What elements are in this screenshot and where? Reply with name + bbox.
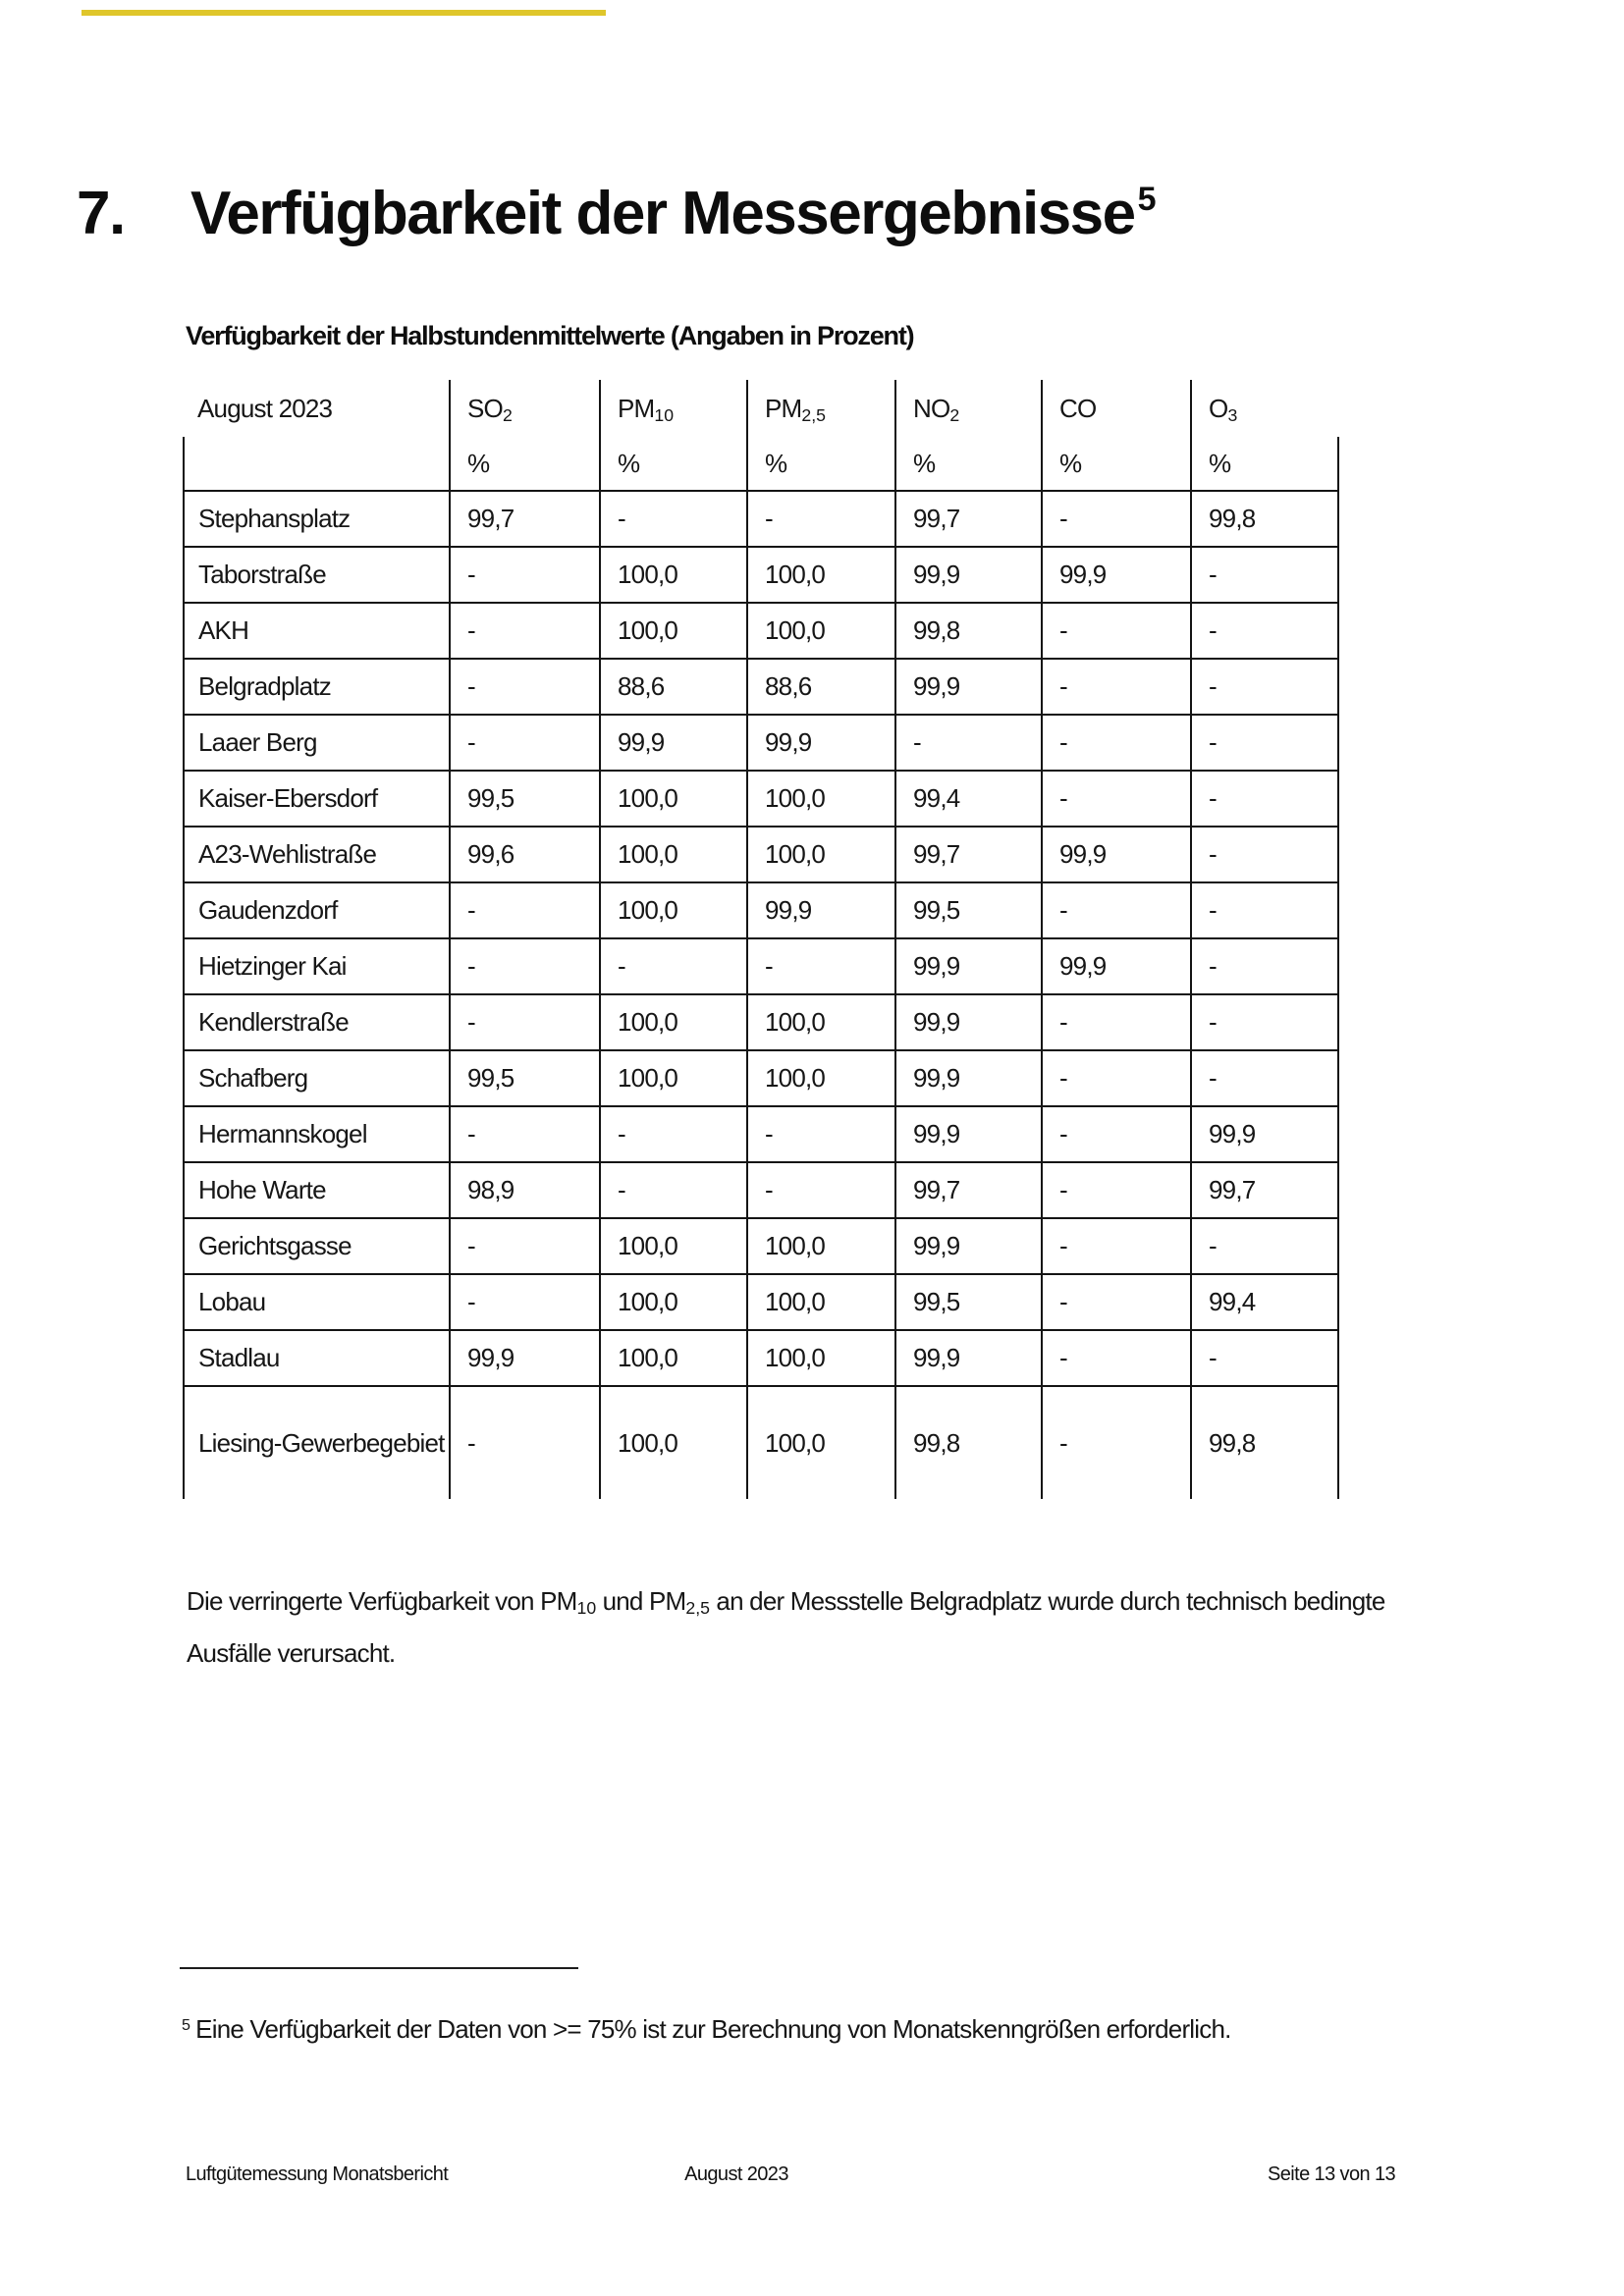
value-cell: 100,0: [747, 547, 895, 603]
value-cell: -: [1191, 771, 1338, 827]
station-cell: Gaudenzdorf: [184, 882, 450, 938]
value-cell: 99,4: [895, 771, 1042, 827]
value-cell: -: [1191, 1330, 1338, 1386]
value-cell: 99,9: [1042, 938, 1191, 994]
value-cell: -: [600, 938, 747, 994]
table-header-pollutant: NO2: [895, 380, 1042, 437]
value-cell: 100,0: [600, 1386, 747, 1499]
value-cell: 98,9: [450, 1162, 600, 1218]
value-cell: 100,0: [747, 771, 895, 827]
subscript: 2,5: [801, 404, 826, 425]
value-cell: 99,9: [895, 1330, 1042, 1386]
value-cell: 99,9: [450, 1330, 600, 1386]
table-header-pollutant: PM10: [600, 380, 747, 437]
value-cell: -: [1042, 1106, 1191, 1162]
value-cell: -: [747, 491, 895, 547]
value-cell: 99,9: [747, 715, 895, 771]
value-cell: 99,9: [600, 715, 747, 771]
value-cell: -: [1042, 1050, 1191, 1106]
value-cell: 100,0: [747, 1386, 895, 1499]
value-cell: -: [1191, 1050, 1338, 1106]
value-cell: -: [1191, 1218, 1338, 1274]
value-cell: -: [1042, 1162, 1191, 1218]
value-cell: -: [1042, 771, 1191, 827]
table-row: [184, 994, 1338, 1050]
table-row: [184, 1050, 1338, 1106]
value-cell: -: [1191, 547, 1338, 603]
section-title-text: Verfügbarkeit der Messergebnisse: [190, 180, 1135, 247]
value-cell: -: [600, 491, 747, 547]
value-cell: -: [450, 1386, 600, 1499]
station-cell: Taborstraße: [184, 547, 450, 603]
station-cell: Laaer Berg: [184, 715, 450, 771]
table-row: [184, 1218, 1338, 1274]
value-cell: -: [1042, 882, 1191, 938]
value-cell: -: [450, 882, 600, 938]
value-cell: -: [895, 715, 1042, 771]
footer-page-number: Seite 13 von 13: [1268, 2163, 1395, 2185]
value-cell: 99,9: [1042, 547, 1191, 603]
value-cell: -: [450, 1274, 600, 1330]
table-row: [184, 882, 1338, 938]
value-cell: 100,0: [600, 547, 747, 603]
value-cell: 99,7: [895, 827, 1042, 882]
value-cell: 100,0: [747, 1330, 895, 1386]
value-cell: 99,9: [895, 659, 1042, 715]
table-row: [184, 547, 1338, 603]
value-cell: 99,5: [450, 771, 600, 827]
subscript: 3: [1227, 404, 1238, 425]
value-cell: 99,9: [895, 938, 1042, 994]
station-cell: Hietzinger Kai: [184, 938, 450, 994]
value-cell: 100,0: [600, 771, 747, 827]
station-cell: Kaiser-Ebersdorf: [184, 771, 450, 827]
value-cell: 100,0: [600, 994, 747, 1050]
station-cell: Stadlau: [184, 1330, 450, 1386]
value-cell: 100,0: [600, 827, 747, 882]
table-row: [184, 715, 1338, 771]
section-number: 7.: [77, 180, 125, 247]
subscript: 10: [576, 1598, 597, 1619]
value-cell: 99,7: [895, 491, 1042, 547]
availability-table: [183, 380, 1339, 1499]
value-cell: 99,9: [1042, 827, 1191, 882]
value-cell: -: [1042, 1386, 1191, 1499]
value-cell: 99,9: [895, 547, 1042, 603]
table-row: [184, 659, 1338, 715]
footer-period: August 2023: [684, 2163, 788, 2185]
value-cell: 100,0: [600, 882, 747, 938]
table-row: [184, 1274, 1338, 1330]
table-header-pollutant: CO: [1042, 380, 1191, 437]
value-cell: -: [1191, 603, 1338, 659]
table-row: [184, 1162, 1338, 1218]
table-row: [184, 1106, 1338, 1162]
footnote-text: Eine Verfügbarkeit der Daten von >= 75% ist zur Berechnung von Monatskenngrößen erforderlich.: [195, 2014, 1231, 2044]
station-cell: Gerichtsgasse: [184, 1218, 450, 1274]
value-cell: 99,8: [895, 1386, 1042, 1499]
value-cell: 100,0: [600, 1330, 747, 1386]
value-cell: -: [1042, 1218, 1191, 1274]
note-line-1: Die verringerte Verfügbarkeit von PM10 und PM2,5 an der Messstelle Belgradplatz wurde durch technisch bedingte: [187, 1586, 1385, 1619]
station-cell: Hohe Warte: [184, 1162, 450, 1218]
value-cell: -: [450, 659, 600, 715]
value-cell: -: [1042, 491, 1191, 547]
value-cell: -: [1042, 603, 1191, 659]
station-cell: Schafberg: [184, 1050, 450, 1106]
value-cell: 100,0: [747, 603, 895, 659]
footnote-separator-rule: [180, 1967, 578, 1969]
value-cell: -: [600, 1162, 747, 1218]
station-cell: Kendlerstraße: [184, 994, 450, 1050]
table-row: [184, 1330, 1338, 1386]
value-cell: 99,9: [895, 1050, 1042, 1106]
value-cell: 99,5: [450, 1050, 600, 1106]
station-cell: Hermannskogel: [184, 1106, 450, 1162]
table-header-pollutant: O3: [1191, 380, 1338, 437]
unit-cell: %: [1191, 437, 1338, 491]
footer-document-title: Luftgütemessung Monatsbericht: [186, 2163, 449, 2185]
table-row: [184, 771, 1338, 827]
value-cell: -: [1191, 715, 1338, 771]
value-cell: 99,6: [450, 827, 600, 882]
value-cell: 100,0: [747, 1218, 895, 1274]
station-cell: Stephansplatz: [184, 491, 450, 547]
value-cell: 99,5: [895, 882, 1042, 938]
value-cell: -: [450, 1106, 600, 1162]
value-cell: 100,0: [600, 1274, 747, 1330]
value-cell: 99,8: [1191, 491, 1338, 547]
station-cell: AKH: [184, 603, 450, 659]
value-cell: -: [1191, 659, 1338, 715]
value-cell: 99,4: [1191, 1274, 1338, 1330]
table-header-pollutant: SO2: [450, 380, 600, 437]
table-row: [184, 603, 1338, 659]
value-cell: 100,0: [747, 994, 895, 1050]
value-cell: 99,9: [895, 994, 1042, 1050]
value-cell: 99,7: [895, 1162, 1042, 1218]
value-cell: -: [1042, 1330, 1191, 1386]
value-cell: 100,0: [600, 1050, 747, 1106]
station-cell: Lobau: [184, 1274, 450, 1330]
table-header-period: August 2023: [197, 393, 333, 423]
station-cell: A23-Wehlistraße: [184, 827, 450, 882]
value-cell: 99,7: [1191, 1162, 1338, 1218]
value-cell: -: [450, 715, 600, 771]
value-cell: -: [1191, 882, 1338, 938]
table-row: [184, 827, 1338, 882]
unit-cell: %: [450, 437, 600, 491]
value-cell: -: [1042, 715, 1191, 771]
value-cell: 99,9: [1191, 1106, 1338, 1162]
value-cell: 99,8: [895, 603, 1042, 659]
value-cell: 100,0: [747, 1274, 895, 1330]
value-cell: -: [1042, 1274, 1191, 1330]
value-cell: 88,6: [747, 659, 895, 715]
heading-footnote-reference: 5: [1137, 181, 1156, 218]
note-line-2: Ausfälle verursacht.: [187, 1638, 396, 1668]
subscript: 2: [502, 404, 513, 425]
value-cell: 88,6: [600, 659, 747, 715]
value-cell: -: [1042, 994, 1191, 1050]
unit-cell: %: [747, 437, 895, 491]
table-row: [184, 1386, 1338, 1499]
unit-cell: %: [1042, 437, 1191, 491]
value-cell: -: [450, 938, 600, 994]
subscript: 10: [654, 404, 675, 425]
unit-row: [184, 437, 1338, 491]
table-header-row: [184, 380, 1338, 437]
value-cell: -: [450, 547, 600, 603]
table-caption: Verfügbarkeit der Halbstundenmittelwerte (Angaben in Prozent): [186, 321, 914, 350]
value-cell: -: [747, 938, 895, 994]
unit-cell: %: [600, 437, 747, 491]
note-paragraph: [187, 1576, 1385, 1678]
table-row: [184, 938, 1338, 994]
subscript: 2: [949, 404, 960, 425]
value-cell: 100,0: [747, 827, 895, 882]
unit-row-blank-cell: [184, 437, 450, 491]
footnote: [182, 2014, 1231, 2045]
value-cell: 99,8: [1191, 1386, 1338, 1499]
value-cell: -: [747, 1106, 895, 1162]
value-cell: -: [450, 1218, 600, 1274]
value-cell: -: [1042, 659, 1191, 715]
value-cell: -: [1191, 827, 1338, 882]
footnote-number: 5: [182, 2015, 190, 2034]
station-cell: Belgradplatz: [184, 659, 450, 715]
unit-cell: %: [895, 437, 1042, 491]
value-cell: 100,0: [600, 1218, 747, 1274]
value-cell: 99,5: [895, 1274, 1042, 1330]
value-cell: -: [1191, 994, 1338, 1050]
table-header-pollutant: PM2,5: [747, 380, 895, 437]
value-cell: -: [1191, 938, 1338, 994]
top-accent-rule: [81, 10, 606, 16]
value-cell: 100,0: [600, 603, 747, 659]
value-cell: 99,9: [895, 1218, 1042, 1274]
section-heading: [77, 179, 1155, 248]
section-title: [190, 179, 1155, 248]
subscript: 2,5: [685, 1598, 710, 1619]
value-cell: -: [450, 994, 600, 1050]
value-cell: 99,9: [747, 882, 895, 938]
value-cell: -: [747, 1162, 895, 1218]
value-cell: 100,0: [747, 1050, 895, 1106]
station-cell: Liesing-Gewerbegebiet: [184, 1386, 450, 1499]
value-cell: -: [600, 1106, 747, 1162]
value-cell: 99,9: [895, 1106, 1042, 1162]
value-cell: 99,7: [450, 491, 600, 547]
value-cell: -: [450, 603, 600, 659]
table-row: [184, 491, 1338, 547]
